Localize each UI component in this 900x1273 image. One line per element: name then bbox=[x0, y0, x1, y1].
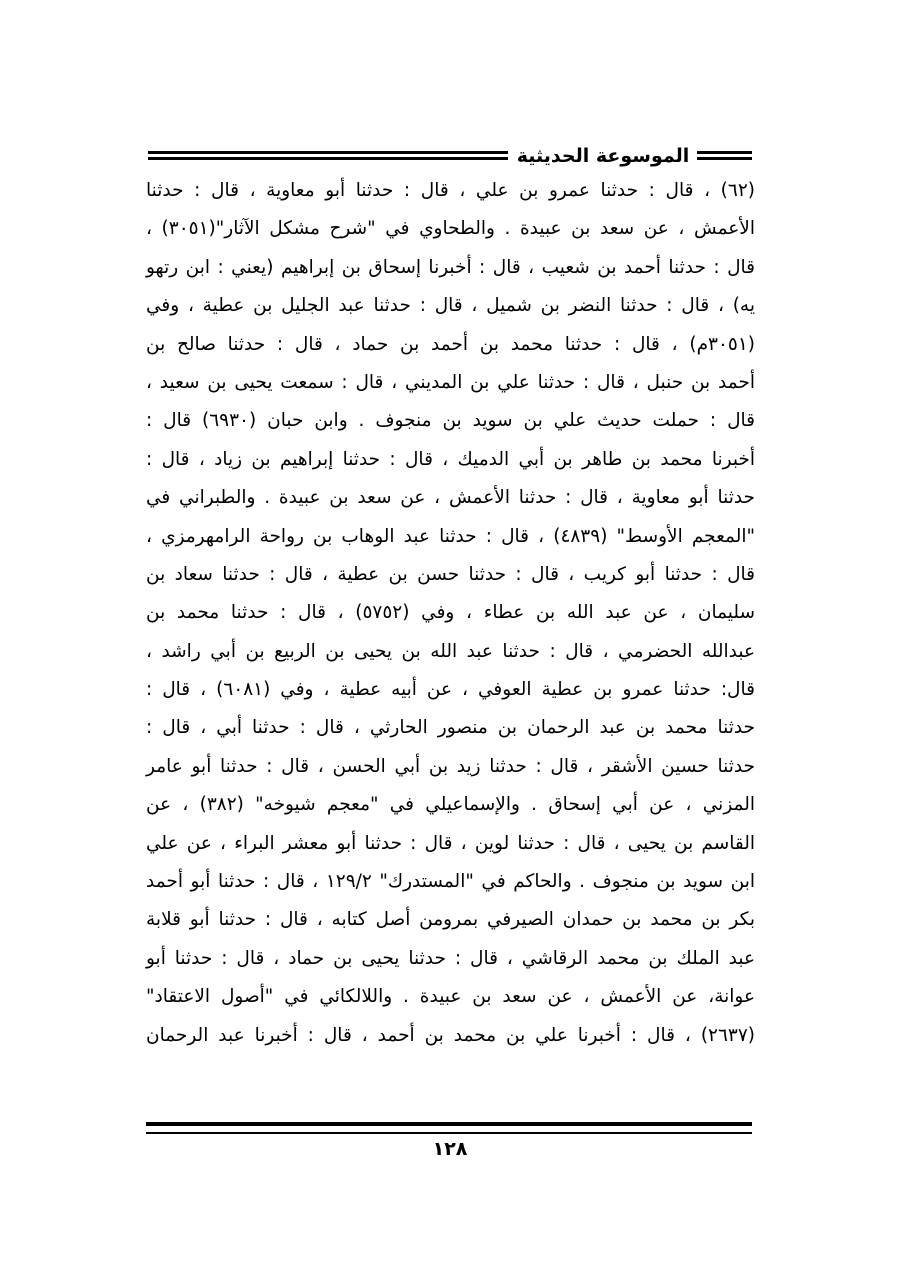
text-line: (٢٦٣٧) ، قال : أخبرنا علي بن محمد بن أحمد ، قال : أخبرنا عبد الرحمان bbox=[146, 1024, 755, 1046]
footer-rule bbox=[146, 1122, 752, 1134]
text-line: حدثنا حسين الأشقر ، قال : حدثنا زيد بن أبي الحسن ، قال : حدثنا أبو عامر bbox=[146, 755, 755, 777]
text-line: القاسم بن يحيى ، قال : حدثنا لوين ، قال : حدثنا أبو معشر البراء ، عن علي bbox=[146, 832, 755, 854]
text-line: عوانة، عن الأعمش ، عن سعد بن عبيدة . واللالكائي في "أصول الاعتقاد" bbox=[146, 986, 755, 1008]
text-line: أحمد بن حنبل ، قال : حدثنا علي بن المديني ، قال : سمعت يحيى بن سعيد ، bbox=[146, 371, 755, 393]
text-line: يه) ، قال : حدثنا النضر بن شميل ، قال : حدثنا عبد الجليل بن عطية ، وفي bbox=[146, 295, 755, 317]
page-header bbox=[148, 144, 752, 168]
text-line: عبد الملك بن محمد الرقاشي ، قال : حدثنا يحيى بن حماد ، قال : حدثنا أبو bbox=[146, 947, 755, 969]
text-line: المزني ، عن أبي إسحاق . والإسماعيلي في "معجم شيوخه" (٣٨٢) ، عن bbox=[146, 794, 755, 816]
page-number: ١٢٨ bbox=[432, 1138, 468, 1160]
text-line: قال : حدثنا أبو كريب ، قال : حدثنا حسن بن عطية ، قال : حدثنا سعاد بن bbox=[146, 563, 755, 585]
text-line: سليمان ، عن عبد الله بن عطاء ، وفي (٥٧٥٢) ، قال : حدثنا محمد بن bbox=[146, 602, 755, 624]
text-line: الأعمش ، عن سعد بن عبيدة . والطحاوي في "شرح مشكل الآثار"(٣٠٥١) ، bbox=[146, 218, 755, 240]
header-rule-long bbox=[148, 151, 508, 160]
running-title: الموسوعة الحديثية bbox=[516, 145, 690, 167]
text-line: حدثنا محمد بن عبد الرحمان بن منصور الحارثي ، قال : حدثنا أبي ، قال : bbox=[146, 717, 755, 739]
text-line: "المعجم الأوسط" (٤٨٣٩) ، قال : حدثنا عبد الوهاب بن رواحة الرامهرمزي ، bbox=[146, 525, 755, 547]
text-line: قال: حدثنا عمرو بن عطية العوفي ، عن أبيه عطية ، وفي (٦٠٨١) ، قال : bbox=[146, 679, 755, 701]
text-line: (٦٢) ، قال : حدثنا عمرو بن علي ، قال : حدثنا أبو معاوية ، قال : حدثنا bbox=[146, 180, 755, 201]
text-line: قال : حدثنا أحمد بن شعيب ، قال : أخبرنا إسحاق بن إبراهيم (يعني : ابن رتهو bbox=[146, 256, 755, 278]
text-line: أخبرنا محمد بن طاهر بن أبي الدميك ، قال : حدثنا إبراهيم بن زياد ، قال : bbox=[146, 448, 755, 470]
text-line: (٣٠٥١م) ، قال : حدثنا محمد بن أحمد بن حماد ، قال : حدثنا صالح بن bbox=[146, 333, 755, 355]
text-line: عبدالله الحضرمي ، قال : حدثنا عبد الله بن يحيى بن الربيع بن أبي راشد ، bbox=[146, 640, 755, 662]
text-line: حدثنا أبو معاوية ، قال : حدثنا الأعمش ، عن سعد بن عبيدة . والطبراني في bbox=[146, 487, 755, 509]
text-line: بكر بن محمد بن حمدان الصيرفي بمرومن أصل كتابه ، قال : حدثنا أبو قلابة bbox=[146, 909, 755, 931]
text-line: قال : حملت حديث علي بن سويد بن منجوف . وابن حبان (٦٩٣٠) قال : bbox=[146, 410, 755, 432]
header-rule-short bbox=[697, 151, 752, 160]
main-text bbox=[146, 172, 755, 1055]
text-line: ابن سويد بن منجوف . والحاكم في "المستدرك" ١٢٩/٢ ، قال : حدثنا أبو أحمد bbox=[146, 871, 755, 893]
